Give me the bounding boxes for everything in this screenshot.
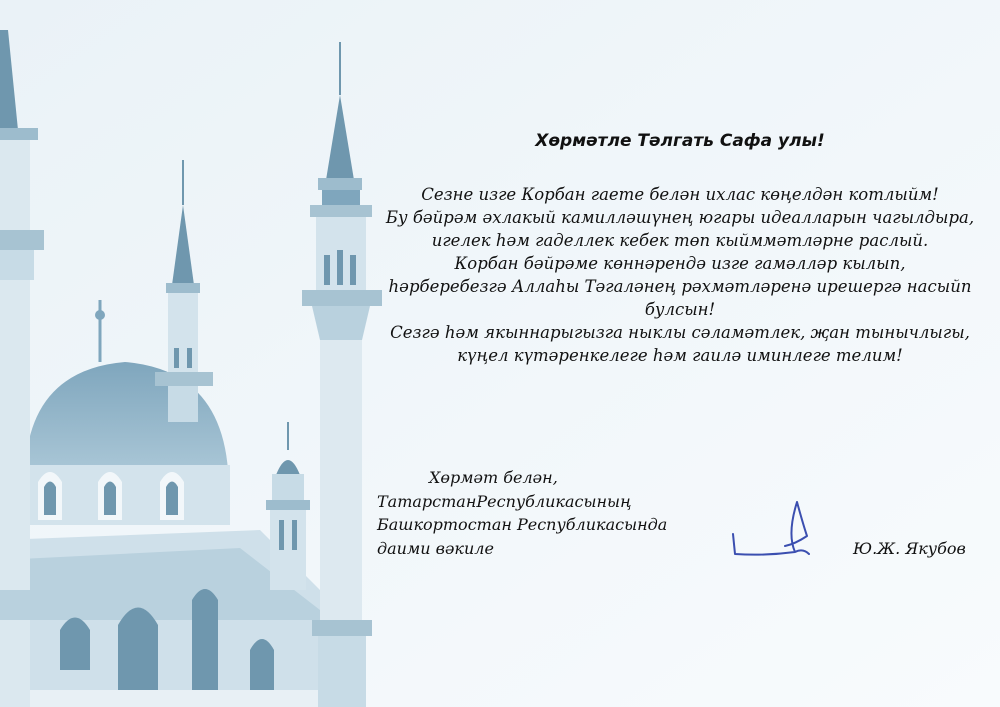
body-line: Бу бәйрәм әхлакый камилләшүнең югары идеалларын чагылдыра, [385,208,975,227]
closing-line: даими вәкиле [377,538,494,558]
closing-line: ТатарстанРеспубликасының [377,491,632,511]
closing-line: Хөрмәт белән, [429,468,558,487]
body-line: һәрберебезгә Аллаһы Тәгаләнең рәхмәтләренә ирешергә насыйп [388,277,972,296]
closing-line: Башкортостан Республикасында [377,515,668,534]
body-line: Корбан бәйрәме көннәрендә изге гамәлләр кылып, [454,254,906,273]
signer-name: Ю.Ж. Якубов [853,539,966,558]
handwritten-signature [725,494,815,566]
body-line: игелек һәм гаделлек кебек төп кыйммәтләрне раслый. [431,231,929,250]
body-line: Сезгә һәм якыннарыгызга ныклы сәламәтлек, җан тынычлыгы, [390,323,970,342]
body-line: Сезне изге Корбан гаете белән ихлас көңелдән котлыйм! [421,185,939,204]
closing-block [377,466,667,560]
body-line: булсын! [644,300,716,319]
letter-body [370,183,990,367]
greeting: Хөрмәтле Тәлгать Сафа улы! [535,131,825,151]
body-line: күңел күтәренкелеге һәм гаилә иминлеге телим! [457,346,903,365]
